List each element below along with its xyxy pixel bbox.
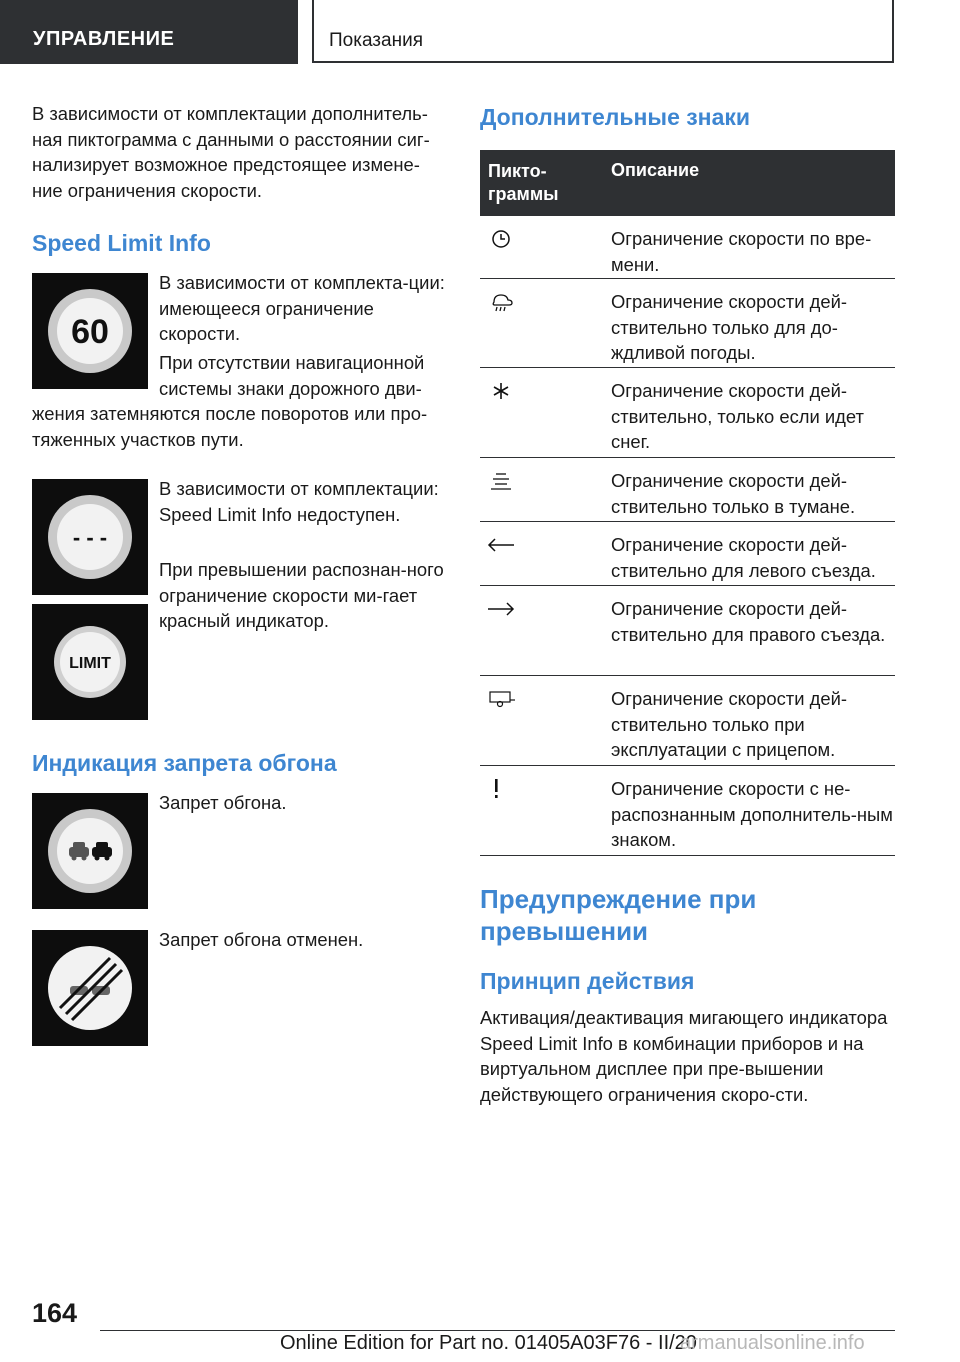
intro-paragraph: В зависимости от комплектации дополнитель-ная пиктограмма с данными о расстоянии сиг-нализирует возможное предстоящее измене-ние ограничения скорости.	[32, 103, 430, 201]
column-header-description: Описание	[611, 160, 700, 180]
edition-text: Online Edition for Part no. 01405A03F76 - II/20	[280, 1332, 697, 1354]
watermark: armanualsonline.info	[680, 1332, 865, 1354]
row-description: Ограничение скорости дей-ствительно для левого съезда.	[611, 534, 876, 581]
table-row	[480, 586, 895, 676]
table-row	[480, 676, 895, 766]
chapter-title: Показания	[329, 30, 423, 51]
footer-divider	[100, 1330, 895, 1331]
limit-warning-sign-image	[32, 604, 148, 720]
speed-limit-paragraph-3: В зависимости от комплектации: Speed Limit Info недоступен.	[159, 478, 439, 525]
no-overtaking-sign-image	[32, 793, 148, 909]
table-row	[480, 368, 895, 458]
table-row	[480, 279, 895, 368]
row-description: Ограничение скорости по вре-мени.	[611, 228, 872, 275]
arrow-right-icon	[486, 598, 516, 620]
speed-limit-heading: Speed Limit Info	[32, 230, 211, 256]
no-overtaking-end-sign-image	[32, 930, 148, 1046]
fog-icon	[486, 470, 516, 492]
row-description: Ограничение скорости дей-ствительно только в тумане.	[611, 470, 856, 517]
table-header	[480, 150, 895, 216]
speed-limit-paragraph-2b: жения затемняются после поворотов или про-тяженных участков пути.	[32, 403, 428, 450]
overtake-paragraph-2: Запрет обгона отменен.	[159, 929, 364, 950]
overtake-heading: Индикация запрета обгона	[32, 750, 337, 776]
row-description: Ограничение скорости дей-ствительно, только если идет снег.	[611, 380, 864, 452]
column-header-pictograms: Пикто-граммы	[488, 161, 559, 204]
sign-limit-text: LIMIT	[69, 655, 111, 672]
overtake-paragraph-1: Запрет обгона.	[159, 792, 287, 813]
snowflake-icon	[486, 380, 516, 402]
principle-heading: Принцип действия	[480, 968, 695, 994]
section-title: УПРАВЛЕНИЕ	[33, 28, 175, 50]
row-description: Ограничение скорости дей-ствительно только для до-ждливой погоды.	[611, 291, 847, 363]
additional-signs-heading: Дополнительные знаки	[480, 104, 751, 130]
warning-heading: Предупреждение при превышении	[480, 884, 757, 946]
speed-limit-unavailable-sign-image	[32, 479, 148, 595]
sign-60-text: 60	[71, 313, 109, 351]
speed-limit-paragraph-2a: При отсутствии навигационной системы знаки дорожного дви-	[159, 352, 425, 399]
exclamation-icon	[486, 778, 516, 800]
chapter-tab	[312, 0, 894, 63]
arrow-left-icon	[486, 534, 516, 556]
additional-signs-table	[480, 150, 895, 856]
principle-paragraph: Активация/деактивация мигающего индикатора Speed Limit Info в комбинации приборов и на виртуальном дисплее при пре-вышении действующего ограничения скоро-сти.	[480, 1007, 888, 1105]
rain-cloud-icon	[486, 291, 516, 313]
table-row	[480, 216, 895, 279]
speed-limit-paragraph-1: В зависимости от комплекта-ции: имеющееся ограничение скорости.	[159, 272, 445, 344]
speed-limit-60-sign-image	[32, 273, 148, 389]
section-tab	[0, 0, 298, 64]
row-description: Ограничение скорости дей-ствительно для правого съезда.	[611, 598, 886, 645]
trailer-icon	[486, 688, 516, 710]
clock-icon	[486, 228, 516, 250]
speed-limit-paragraph-4: При превышении распознан-ного ограничение скорости ми-гает красный индикатор.	[159, 559, 444, 631]
row-description: Ограничение скорости с не-распознанным дополнитель-ным знаком.	[611, 778, 893, 850]
row-description: Ограничение скорости дей-ствительно только при эксплуатации с прицепом.	[611, 688, 847, 760]
sign-dash-text: - - -	[72, 525, 108, 550]
table-row	[480, 522, 895, 586]
table-row	[480, 766, 895, 856]
table-row	[480, 458, 895, 522]
page-number: 164	[32, 1298, 78, 1328]
